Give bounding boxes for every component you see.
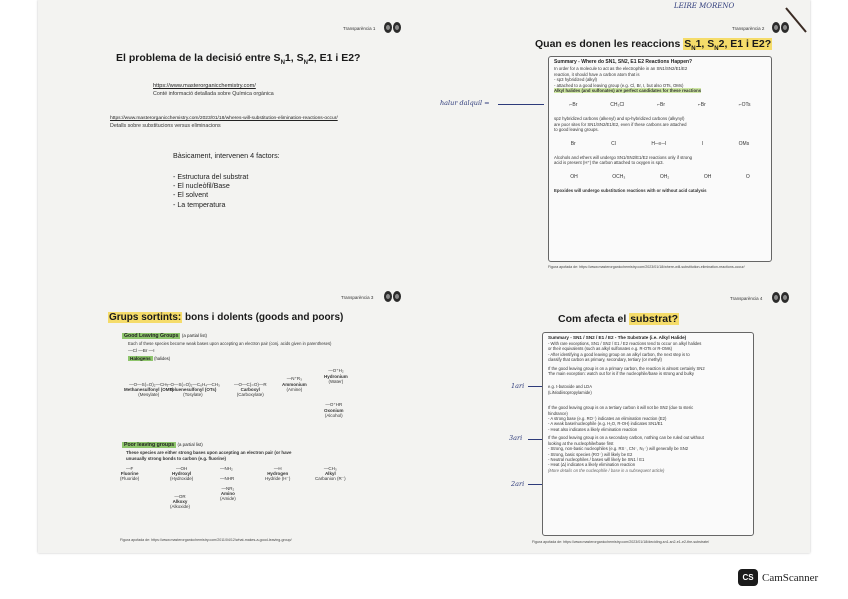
panel-line: - Heat (Δ) indicates a likely elimination reaction [548,462,636,468]
lg-item: —O⁺H₂ Hydronium (Water) [324,368,348,384]
panel-line: (More details on the nucleophile / base in a subsequent article) [548,467,665,473]
lg-item: —H Hydrogen Hydride (H⁻) [265,466,291,481]
lg-item: —N⁺R₃ Ammonium (Amine) [282,376,307,392]
handwritten-secondary: 2ari [511,480,525,488]
halogens-label: Halogens (halides) [130,356,171,361]
transparency-label: Transparència 1 [343,26,376,31]
panel-line: (LiNiodiisopropylamide) [548,389,592,395]
handwritten-note: halur dalquil = [440,99,490,107]
lg-item: —CH₃ Alkyl Carbanion (R⁻) [315,466,346,481]
molecule-row [549,133,771,155]
panel-line: - attached to a good leaving group (e.g. Cl, Br, I, but also OTs, OMs) [554,82,684,88]
molecule: OMs [738,140,750,147]
molecule: ⌐Br [697,101,706,108]
slide-2 [424,0,810,276]
panel-line: reaction, it should have a carbon atom that is [554,71,640,77]
slide-title: Quan es donen les reaccions $S_N1$, $S_N2$, E1 i E2? [535,38,772,53]
molecule: I [701,140,704,147]
panel-line: or their equivalents (such as alkyl sulfonates e.g. R-OTs or R-OMs) [548,346,673,352]
arrow-line [498,104,544,105]
panel-line: sp2 hybridized carbons (alkenyl) and sp-hybridized carbons (alkynyl) [554,115,685,121]
arrow-line [528,386,542,387]
transparency-label: Transparència 2 [732,26,765,31]
panel-line: - sp3 hybridized (alkyl) [554,77,597,83]
slide-title: El problema de la decisió entre $S_N1$, $S_N2$, E1 i E2? [116,52,361,67]
slide-4 [424,276,810,553]
link-description: Detalls sobre substitucions versus eliminacions [110,123,221,129]
link-description: Conté informació detallada sobre Química orgànica [153,91,274,97]
panel-line: classify that carbon as primary, secondary, tertiary (or methyl) [548,357,662,363]
factor-item: - La temperatura [173,200,226,209]
panel-line: - After identifying a good leaving group on an alkyl carbon, the next step is to [548,351,690,357]
arrow-line [528,484,542,485]
camscanner-logo: CS [738,569,758,586]
lg-item: —O⁺HR Oxonium (Alcohol) [324,402,344,418]
logo-icon [772,292,790,303]
panel-line: hindrance) [548,410,568,416]
slide-title: Grups sortints: bons i dolents (goods and poors) [109,312,344,323]
panel-line: Alcohols and ethers will undergo SN1/SN2/E1/E2 reactions only if strong [554,154,693,160]
molecule: OCH₃ [612,173,626,180]
poor-lg-grid [120,466,370,526]
panel-line: to good leaving groups. [554,127,599,133]
intro-text: Bàsicament, intervenen 4 factors: [173,151,280,160]
lg-item: —O—S(=O)₂—C₆H₄—CH₃ Toluenesulfonyl (OTs) (Tosylate) [166,382,220,397]
panel-line: If the good leaving group is on a primary carbon, the reaction is almost certainly SN2 [548,365,705,371]
lg-item: —O—S(=O)₂—CH₃ Methanesulfonyl (OMs) (Mesylate) [124,382,174,397]
handwritten-name: LEIRE MORENO [674,2,735,10]
lg-item: —O—C(=O)—R Carboxyl (Carboxylate) [234,382,267,397]
figure-caption: Figura apofada de: https://www.masterorganicchemistry.com/2023/01/18/where-will-substitution-elimination-reactions-occur/ [548,265,745,269]
panel-line: - Strong, non-basic nucleophiles (e.g. RS⁻, CN⁻, N₃⁻) will generally be SN2 [548,446,689,452]
molecule: O [745,173,750,180]
molecule: OH [703,173,712,180]
molecule: H─≡─I [651,140,667,147]
logo-icon [384,22,402,33]
handwritten-tertiary: 3ari [509,434,523,442]
panel-line: Alkyl halides (and sulfonates) are perfect candidates for these reactions [554,88,702,94]
good-desc: Each of these species become weak bases upon accepting an electron pair (conj. acids given in parentheses) [128,341,332,346]
slide-3 [38,276,424,553]
panel-line: The main exception: watch out for is if the nucleophile/base is strong and bulky [548,371,694,377]
link-substitution[interactable]: https://www.masterorganicchemistry.com/2023/01/18/wheres-will-substitution-elimination-reactions-occur/ [110,116,338,121]
panel-line: - With rare exceptions, SN1 / SN2 / E1 / E2 reactions tend to occur on alkyl halides [548,341,702,346]
poor-desc: These species are either strong bases upon accepting an electron pair (or have [126,450,292,455]
good-lg-grid [124,368,364,438]
molecule: ⌐Br [657,101,666,108]
panel-line: If the good leaving group is on a tertiary carbon it will not be SN2 (due to steric [548,405,694,411]
lg-item: —NHR [220,476,235,481]
halogens-row: —Cl —Br —I [128,348,155,353]
figure-caption: Figura apofada de: https://www.masterorganicchemistry.com/2023/01/18/deciding-sn1-sn2-e1-e2-the-substrate/ [532,540,710,544]
molecule: CH₃Cl [610,101,625,108]
panel-line: - A strong base (e.g. RO⁻) indicates an elimination reaction (E2) [548,416,667,422]
molecule: ⌐Br [569,101,578,108]
panel-line: - Strong, basic species (RO⁻) will likely be E2 [548,451,633,457]
summary-panel [548,56,772,262]
scanned-sheet [38,0,810,553]
logo-icon [384,291,402,302]
molecule: Br [570,140,576,147]
factor-item: - El nucleòfil/Base [173,182,230,191]
molecule-row [549,94,771,116]
transparency-label: Transparència 3 [341,295,374,300]
lg-item: —F Fluorine (Fluoride) [120,466,140,481]
panel-line: If the good leaving group is on a secondary carbon, nothing can be ruled out without [548,435,704,441]
panel-line: In order for a molecule to act as the electrophile in an SN1/SN2/E1/E2 [554,66,688,71]
panel-title: Summary - Where do SN1, SN2, E1 E2 Reactions Happen? [554,59,693,65]
panel-line: acid is present (H⁺) the carbon attached to oxygen is sp3. [554,160,664,166]
good-leaving-groups: Good Leaving Groups (a partial list) [124,333,208,339]
panel-footer: Epoxides will undergo substitution reactions with or without acid catalysis [554,187,707,193]
molecule: OH₂ [659,173,670,180]
molecule-row [549,166,771,188]
slide-1 [38,0,424,276]
arrow-line [528,439,542,440]
panel-line: - A weak base/nucleophile (e.g. H₂O, R-OH) indicates SN1/E1 [548,421,663,427]
molecule: Cl [611,140,616,147]
panel-line: - Neutral nucleophiles / bases will likely be SN1 / E1 [548,456,645,462]
panel-line: are poor sites for SN1/SN2/E1/E2, even if these carbons are attached [554,121,687,127]
panel-line: - Heat also indicates a likely elimination reaction [548,426,638,432]
panel-line: e.g. t-butoxide and LDA [548,384,592,390]
lg-item: —OR Alkoxy (Alkoxide) [170,494,191,509]
factor-item: - El solvent [173,191,209,200]
poor-leaving-groups: Poor leaving groups (a partial list) [124,442,203,448]
camscanner-watermark: CamScanner [762,572,819,584]
lg-item: —NH₂ [220,466,233,471]
slide-title: Com afecta el substrat? [558,313,679,325]
poor-desc: unusually strong bonds to carbon (e.g. fluorine) [126,456,227,461]
lg-item: —NR₂ Amino (Amide) [220,486,236,501]
panel-line: looking at the nucleophile/base first [548,440,614,446]
molecule: OH [570,173,578,180]
figure-caption: Figura apofada de: https://www.masterorganicchemistry.com/2011/04/12/what-makes-a-good-leaving-group/ [120,538,292,542]
handwritten-primary: 1ari [511,382,525,390]
lg-item: —OH Hydroxyl (Hydroxide) [170,466,194,481]
link-masterorganic[interactable]: https://www.masterorganicchemistry.com/ [153,83,256,89]
factor-item: - Estructura del substrat [173,173,249,181]
logo-icon [772,22,790,33]
transparency-label: Transparència 4 [730,296,763,301]
summary-panel [542,332,754,536]
molecule: ⌐OTs [738,101,751,108]
factor-list [173,173,248,210]
panel-title: Summary - SN1 / SN2 / E1 / E2 - The Substrate (i.e. Alkyl Halide) [548,335,687,340]
